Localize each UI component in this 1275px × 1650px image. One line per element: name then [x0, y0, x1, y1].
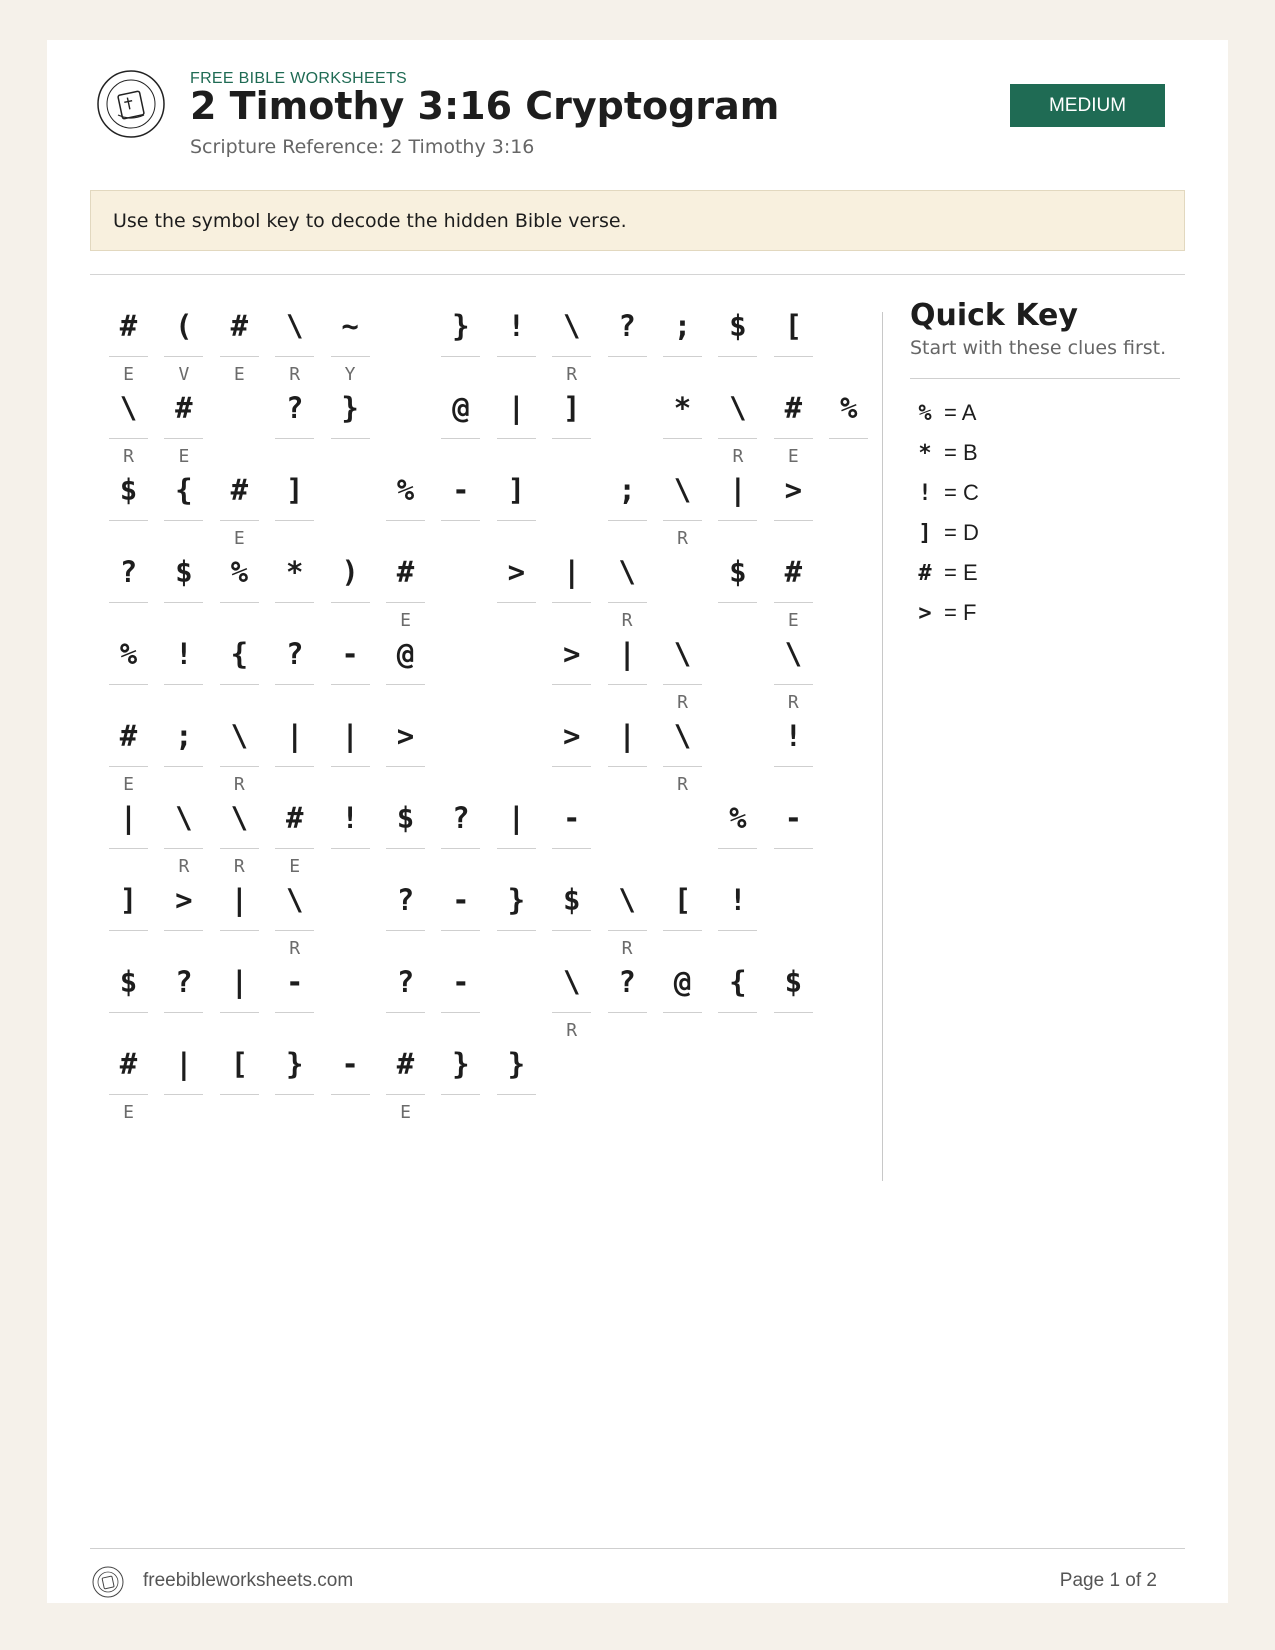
- answer-hint: [220, 1100, 259, 1126]
- answer-hint: R: [677, 528, 688, 549]
- quick-key-item: [910, 393, 1190, 433]
- cipher-symbol: [: [784, 309, 803, 343]
- answer-hint: [275, 1100, 314, 1126]
- answer-blank: [718, 602, 757, 603]
- cipher-symbol: !: [175, 637, 193, 671]
- cipher-symbol: >: [175, 883, 193, 917]
- cipher-symbol: %: [839, 391, 858, 425]
- cipher-symbol: }: [285, 1047, 304, 1081]
- answer-blank: [164, 684, 203, 685]
- cipher-symbol: (: [175, 309, 193, 343]
- answer-blank: [441, 930, 480, 931]
- key-symbol: !: [918, 480, 932, 506]
- answer-hint: E: [400, 1102, 411, 1123]
- cipher-symbol: }: [452, 309, 470, 343]
- answer-hint: R: [233, 856, 245, 877]
- answer-blank: [109, 1094, 148, 1095]
- answer-blank: [608, 684, 647, 685]
- answer-blank: [386, 520, 425, 521]
- answer-blank: [497, 438, 536, 439]
- cipher-symbol: -: [452, 883, 470, 917]
- answer-blank: [331, 602, 370, 603]
- answer-hint: E: [233, 528, 245, 549]
- cipher-symbol: #: [175, 391, 193, 425]
- answer-hint: [608, 772, 647, 798]
- answer-hint: R: [621, 938, 633, 959]
- answer-blank: [220, 930, 259, 931]
- cipher-symbol: !: [341, 801, 359, 835]
- answer-blank: [275, 766, 314, 767]
- answer-blank: [441, 1094, 480, 1095]
- answer-blank: [331, 356, 370, 357]
- answer-hint: [164, 1100, 203, 1126]
- answer-hint: E: [178, 446, 190, 467]
- cipher-symbol: %: [230, 555, 249, 589]
- answer-blank: [718, 930, 757, 931]
- cipher-symbol: |: [230, 965, 249, 999]
- cipher-symbol: -: [285, 965, 304, 999]
- cipher-symbol: >: [562, 637, 581, 671]
- answer-blank: [275, 520, 314, 521]
- answer-blank: [663, 930, 702, 931]
- cipher-symbol: >: [562, 719, 581, 753]
- answer-blank: [164, 438, 203, 439]
- answer-hint: [441, 1100, 480, 1126]
- answer-blank: [220, 766, 259, 767]
- answer-hint: [774, 854, 813, 880]
- cipher-symbol: >: [784, 473, 803, 507]
- answer-hint: R: [289, 938, 301, 959]
- cipher-symbol: |: [618, 719, 636, 753]
- answer-blank: [164, 356, 203, 357]
- answer-hint: [497, 1100, 536, 1126]
- answer-hint: [441, 526, 480, 552]
- answer-blank: [275, 1094, 314, 1095]
- cipher-symbol: \: [673, 719, 692, 753]
- answer-blank: [331, 1094, 370, 1095]
- key-letter: = C: [944, 480, 979, 505]
- answer-blank: [164, 520, 203, 521]
- answer-blank: [774, 684, 813, 685]
- answer-hint: [663, 1018, 702, 1044]
- cipher-symbol: ?: [618, 965, 636, 999]
- footer-site: freebibleworksheets.com: [143, 1570, 354, 1591]
- answer-blank: [774, 520, 813, 521]
- answer-blank: [441, 356, 480, 357]
- cipher-symbol: #: [285, 801, 304, 835]
- answer-blank: [608, 766, 647, 767]
- cipher-symbol: $: [729, 555, 747, 589]
- answer-blank: [552, 1012, 591, 1013]
- answer-blank: [774, 1012, 813, 1013]
- cipher-symbol: [: [230, 1047, 249, 1081]
- cipher-symbol: %: [396, 473, 415, 507]
- answer-blank: [441, 848, 480, 849]
- answer-hint: [497, 608, 536, 634]
- cipher-symbol: $: [784, 965, 803, 999]
- quick-key-item: [910, 513, 1190, 553]
- cipher-symbol: @: [452, 391, 470, 425]
- answer-blank: [220, 520, 259, 521]
- worksheet-page: [47, 40, 1228, 1603]
- answer-blank: [220, 356, 259, 357]
- key-letter: = B: [944, 440, 978, 465]
- answer-blank: [552, 848, 591, 849]
- cipher-symbol: ;: [618, 473, 636, 507]
- cipher-symbol: }: [452, 1047, 470, 1081]
- page-number: Page 1 of 2: [1059, 1570, 1157, 1591]
- answer-blank: [386, 930, 425, 931]
- answer-blank: [331, 848, 370, 849]
- answer-blank: [220, 1012, 259, 1013]
- answer-hint: [718, 608, 757, 634]
- answer-blank: [275, 602, 314, 603]
- answer-blank: [441, 520, 480, 521]
- answer-blank: [275, 356, 314, 357]
- cipher-symbol: |: [562, 555, 581, 589]
- cipher-symbol: #: [119, 309, 138, 343]
- answer-hint: R: [233, 774, 245, 795]
- cipher-symbol: \: [230, 801, 249, 835]
- answer-blank: [220, 1094, 259, 1095]
- answer-blank: [386, 1012, 425, 1013]
- answer-hint: V: [178, 364, 190, 385]
- cipher-symbol: {: [230, 637, 249, 671]
- answer-blank: [663, 520, 702, 521]
- key-symbol: #: [918, 560, 932, 586]
- answer-blank: [497, 520, 536, 521]
- answer-blank: [663, 684, 702, 685]
- answer-hint: R: [566, 364, 578, 385]
- answer-hint: [331, 444, 370, 470]
- cipher-symbol: {: [175, 473, 193, 507]
- answer-blank: [164, 602, 203, 603]
- answer-blank: [608, 356, 647, 357]
- answer-blank: [663, 1012, 702, 1013]
- answer-blank: [109, 684, 148, 685]
- answer-blank: [663, 766, 702, 767]
- answer-hint: R: [178, 856, 190, 877]
- quick-key-panel: [910, 298, 1190, 633]
- answer-hint: [608, 1018, 647, 1044]
- answer-hint: R: [677, 692, 688, 713]
- cipher-symbol: !: [784, 719, 803, 753]
- answer-blank: [275, 438, 314, 439]
- cipher-symbol: [: [673, 883, 692, 917]
- cipher-symbol: \: [175, 801, 193, 835]
- cipher-symbol: $: [119, 473, 138, 507]
- cipher-symbol: \: [673, 473, 692, 507]
- cipher-symbol: \: [285, 309, 304, 343]
- cipher-symbol: #: [119, 1047, 138, 1081]
- cipher-symbol: ?: [618, 309, 636, 343]
- answer-blank: [109, 520, 148, 521]
- cryptogram-grid: [47, 40, 887, 1200]
- answer-blank: [774, 356, 813, 357]
- answer-hint: Y: [344, 364, 356, 385]
- answer-blank: [109, 766, 148, 767]
- answer-blank: [109, 356, 148, 357]
- answer-blank: [275, 848, 314, 849]
- cipher-symbol: ]: [562, 391, 581, 425]
- cipher-symbol: |: [341, 719, 359, 753]
- answer-blank: [164, 1094, 203, 1095]
- key-letter: = A: [944, 400, 977, 425]
- answer-blank: [552, 438, 591, 439]
- cipher-symbol: !: [729, 883, 747, 917]
- cipher-symbol: \: [562, 965, 581, 999]
- answer-hint: E: [289, 856, 301, 877]
- cipher-symbol: $: [396, 801, 415, 835]
- quick-key-item: [910, 433, 1190, 473]
- answer-blank: [608, 930, 647, 931]
- answer-hint: E: [400, 610, 411, 631]
- key-letter: = E: [944, 560, 978, 585]
- answer-hint: R: [677, 774, 688, 795]
- key-letter: = D: [944, 520, 979, 545]
- quick-key-list: [910, 393, 1190, 633]
- cipher-symbol: ]: [507, 473, 526, 507]
- cipher-symbol: |: [618, 637, 636, 671]
- cipher-symbol: -: [784, 801, 803, 835]
- cipher-symbol: ?: [285, 391, 304, 425]
- cipher-symbol: |: [230, 883, 249, 917]
- answer-blank: [275, 684, 314, 685]
- answer-blank: [608, 602, 647, 603]
- answer-blank: [718, 1012, 757, 1013]
- answer-blank: [552, 356, 591, 357]
- answer-hint: R: [566, 1020, 578, 1041]
- answer-hint: [497, 936, 536, 962]
- cipher-symbol: $: [562, 883, 581, 917]
- cipher-symbol: |: [175, 1047, 193, 1081]
- cipher-symbol: |: [507, 801, 526, 835]
- answer-hint: R: [123, 446, 134, 467]
- answer-blank: [552, 684, 591, 685]
- quick-key-divider: [910, 378, 1180, 379]
- cipher-symbol: -: [452, 965, 470, 999]
- cipher-symbol: #: [396, 1047, 415, 1081]
- quick-key-item: [910, 473, 1190, 513]
- cipher-symbol: -: [562, 801, 581, 835]
- answer-hint: [829, 444, 868, 470]
- cipher-symbol: \: [230, 719, 249, 753]
- answer-hint: E: [233, 364, 245, 385]
- key-symbol: %: [918, 400, 932, 426]
- cipher-symbol: *: [673, 391, 692, 425]
- answer-blank: [275, 930, 314, 931]
- answer-blank: [552, 602, 591, 603]
- answer-blank: [774, 848, 813, 849]
- key-symbol: >: [918, 600, 932, 626]
- cipher-symbol: \: [119, 391, 138, 425]
- cipher-symbol: |: [729, 473, 747, 507]
- answer-blank: [386, 1094, 425, 1095]
- cipher-symbol: #: [396, 555, 415, 589]
- quick-key-item: [910, 553, 1190, 593]
- footer-divider: [90, 1548, 1185, 1549]
- answer-blank: [109, 930, 148, 931]
- answer-blank: [441, 438, 480, 439]
- answer-blank: [275, 1012, 314, 1013]
- cipher-symbol: ): [341, 555, 359, 589]
- cipher-symbol: -: [341, 637, 359, 671]
- answer-blank: [386, 766, 425, 767]
- answer-blank: [220, 602, 259, 603]
- answer-hint: [608, 362, 647, 388]
- cipher-symbol: #: [230, 473, 249, 507]
- cipher-symbol: -: [452, 473, 470, 507]
- answer-blank: [774, 438, 813, 439]
- answer-blank: [774, 766, 813, 767]
- answer-hint: R: [621, 610, 633, 631]
- answer-blank: [497, 848, 536, 849]
- answer-blank: [497, 930, 536, 931]
- answer-blank: [220, 684, 259, 685]
- answer-blank: [497, 1094, 536, 1095]
- answer-hint: E: [123, 774, 134, 795]
- quick-key-item: [910, 593, 1190, 633]
- answer-blank: [109, 438, 148, 439]
- answer-blank: [220, 848, 259, 849]
- answer-blank: [109, 848, 148, 849]
- answer-hint: [552, 444, 591, 470]
- difficulty-badge: MEDIUM: [1010, 84, 1165, 127]
- cipher-symbol: ?: [396, 965, 415, 999]
- cipher-symbol: @: [673, 965, 692, 999]
- answer-blank: [608, 520, 647, 521]
- page-title: 2 Timothy 3:16 Cryptogram: [190, 84, 780, 128]
- answer-blank: [386, 602, 425, 603]
- answer-blank: [718, 520, 757, 521]
- answer-blank: [829, 438, 868, 439]
- answer-blank: [718, 848, 757, 849]
- answer-blank: [663, 438, 702, 439]
- column-divider: [882, 312, 883, 1181]
- cipher-symbol: }: [341, 391, 359, 425]
- cipher-symbol: %: [729, 801, 747, 835]
- answer-blank: [331, 438, 370, 439]
- cipher-symbol: ;: [673, 309, 692, 343]
- answer-hint: E: [123, 364, 134, 385]
- cipher-symbol: #: [230, 309, 249, 343]
- cipher-symbol: |: [119, 801, 138, 835]
- footer-logo-icon: [92, 1566, 124, 1598]
- cipher-symbol: !: [507, 309, 526, 343]
- cipher-symbol: ]: [285, 473, 304, 507]
- answer-hint: E: [787, 610, 799, 631]
- cipher-symbol: $: [119, 965, 138, 999]
- cipher-symbol: $: [729, 309, 747, 343]
- answer-blank: [497, 356, 536, 357]
- scripture-reference: Scripture Reference: 2 Timothy 3:16: [190, 136, 535, 158]
- cipher-symbol: #: [784, 391, 803, 425]
- answer-hint: R: [787, 692, 799, 713]
- key-letter: = F: [944, 600, 977, 625]
- cipher-symbol: %: [119, 637, 138, 671]
- answer-blank: [663, 356, 702, 357]
- cipher-symbol: ]: [119, 883, 138, 917]
- cipher-symbol: }: [507, 883, 526, 917]
- answer-blank: [109, 1012, 148, 1013]
- cipher-symbol: \: [673, 637, 692, 671]
- cipher-symbol: >: [507, 555, 526, 589]
- answer-blank: [552, 930, 591, 931]
- cipher-symbol: ~: [341, 309, 359, 343]
- answer-hint: [718, 1018, 757, 1044]
- answer-blank: [164, 930, 203, 931]
- cipher-symbol: \: [618, 883, 636, 917]
- cipher-symbol: ;: [175, 719, 193, 753]
- cipher-symbol: |: [285, 719, 304, 753]
- answer-blank: [441, 1012, 480, 1013]
- answer-blank: [608, 1012, 647, 1013]
- cipher-symbol: ?: [175, 965, 193, 999]
- answer-blank: [386, 848, 425, 849]
- brand-name: FREE BIBLE WORKSHEETS: [190, 70, 408, 87]
- cipher-symbol: >: [396, 719, 415, 753]
- cipher-symbol: @: [396, 637, 415, 671]
- cipher-symbol: ?: [396, 883, 415, 917]
- cipher-symbol: {: [729, 965, 747, 999]
- cipher-symbol: \: [562, 309, 581, 343]
- answer-blank: [718, 356, 757, 357]
- cipher-symbol: \: [618, 555, 636, 589]
- cipher-symbol: \: [285, 883, 304, 917]
- cipher-symbol: #: [119, 719, 138, 753]
- answer-blank: [331, 766, 370, 767]
- cipher-symbol: $: [175, 555, 193, 589]
- answer-hint: R: [732, 446, 744, 467]
- cipher-symbol: \: [784, 637, 803, 671]
- answer-blank: [331, 684, 370, 685]
- answer-blank: [386, 684, 425, 685]
- cipher-symbol: -: [341, 1047, 359, 1081]
- answer-hint: [331, 854, 370, 880]
- key-symbol: ]: [918, 520, 932, 546]
- answer-hint: R: [289, 364, 301, 385]
- cipher-symbol: ?: [119, 555, 138, 589]
- answer-hint: [331, 1100, 370, 1126]
- answer-hint: [774, 1018, 813, 1044]
- answer-hint: E: [123, 1102, 134, 1123]
- cipher-symbol: *: [285, 555, 304, 589]
- cipher-symbol: \: [729, 391, 747, 425]
- answer-blank: [552, 766, 591, 767]
- answer-hint: E: [787, 446, 799, 467]
- answer-blank: [718, 438, 757, 439]
- answer-blank: [164, 848, 203, 849]
- answer-blank: [164, 766, 203, 767]
- key-symbol: *: [918, 440, 932, 466]
- cipher-symbol: ?: [285, 637, 304, 671]
- cipher-symbol: #: [784, 555, 803, 589]
- instructions-text: Use the symbol key to decode the hidden Bible verse.: [113, 209, 627, 232]
- cipher-symbol: ?: [452, 801, 470, 835]
- answer-blank: [497, 602, 536, 603]
- answer-blank: [164, 1012, 203, 1013]
- quick-key-title: Quick Key: [910, 298, 1078, 333]
- answer-blank: [774, 602, 813, 603]
- cipher-symbol: }: [507, 1047, 526, 1081]
- cipher-symbol: |: [507, 391, 526, 425]
- answer-blank: [109, 602, 148, 603]
- quick-key-subtitle: Start with these clues first.: [910, 337, 1167, 359]
